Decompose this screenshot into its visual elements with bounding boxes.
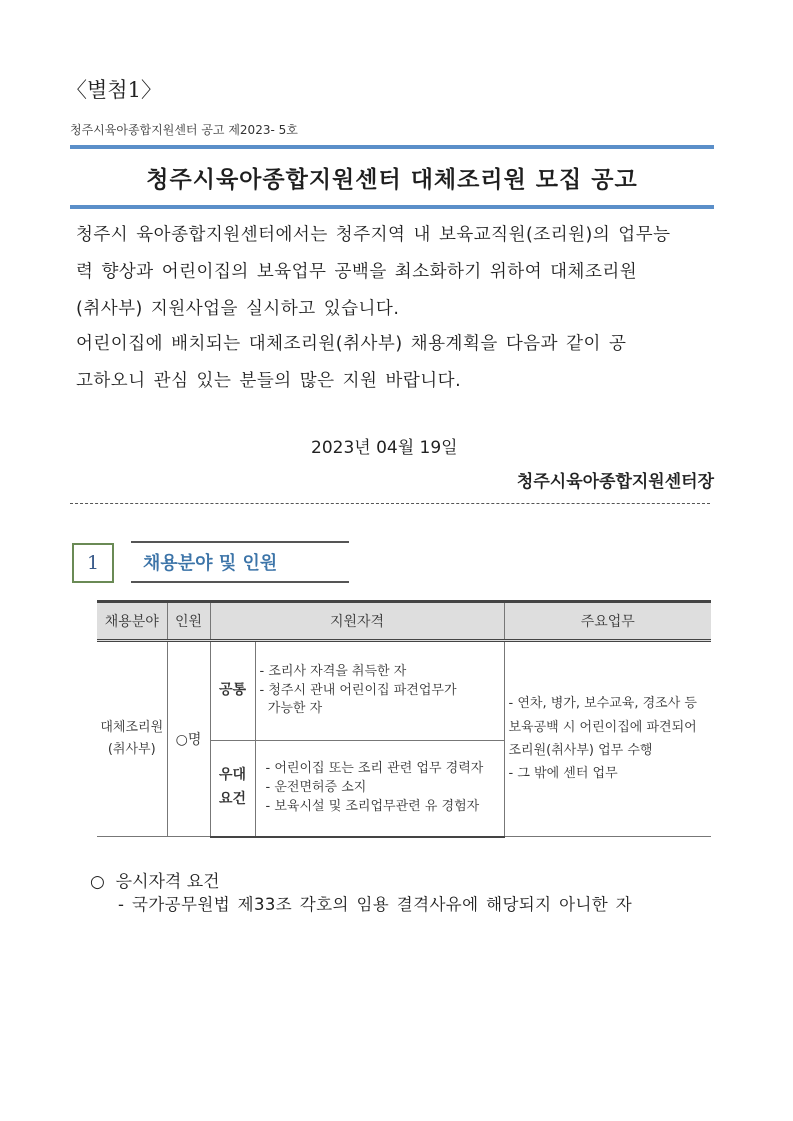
intro-line: 청주시 육아종합지원센터에서는 청주지역 내 보육교직원(조리원)의 업무능	[76, 225, 671, 245]
list-item: - 운전면허증 소지	[265, 779, 367, 795]
list-item: - 보육시설 및 조리업무관련 유 경험자	[265, 798, 480, 814]
table-row	[97, 641, 711, 741]
header-field: 채용분야	[97, 602, 167, 641]
notice-number: 청주시육아종합지원센터 공고 제2023- 5호	[70, 123, 298, 137]
list-item: - 그 밖에 센터 업무	[508, 766, 618, 782]
requirements-item: - 국가공무원법 제33조 각호의 임용 결격사유에 해당되지 아니한 자	[118, 895, 633, 914]
preferred-label	[210, 741, 255, 837]
page-title: 청주시육아종합지원센터 대체조리원 모집 공고	[70, 145, 714, 209]
intro-line: (취사부) 지원사업을 실시하고 있습니다.	[76, 299, 400, 319]
intro-line: 어린이집에 배치되는 대체조리원(취사부) 채용계획을 다음과 같이 공	[76, 334, 627, 354]
header-count: 인원	[167, 602, 210, 641]
common-label: 공통	[210, 641, 255, 741]
attachment-label: 〈별첨1〉	[66, 78, 162, 102]
requirements-heading: ○ 응시자격 요건	[90, 872, 220, 892]
recruitment-table	[97, 600, 711, 838]
section-number: 1	[72, 543, 114, 583]
section-title: 채용분야 및 인원	[131, 541, 349, 583]
preferred-label-line: 요건	[218, 791, 247, 808]
list-item: 보육공백 시 어린이집에 파견되어	[508, 719, 697, 735]
list-item: - 조리사 자격을 취득한 자	[259, 663, 407, 679]
header-duties: 주요업무	[504, 602, 711, 641]
signer: 청주시육아종합지원센터장	[516, 472, 714, 492]
list-item: - 어린이집 또는 조리 관련 업무 경력자	[265, 760, 484, 776]
intro-line: 고하오니 관심 있는 분들의 많은 지원 바랍니다.	[76, 371, 462, 391]
field-name: 대체조리원	[100, 719, 164, 735]
count-cell: ○명	[167, 641, 210, 837]
dashed-divider	[70, 503, 710, 504]
list-item: - 연차, 병가, 보수교육, 경조사 등	[508, 696, 697, 712]
list-item: 조리원(취사부) 업무 수행	[508, 743, 653, 758]
table-header-row	[97, 602, 711, 641]
list-item: - 청주시 관내 어린이집 파견업무가	[259, 682, 457, 698]
field-cell	[97, 641, 167, 837]
notice-date: 2023년 04월 19일	[311, 438, 458, 458]
intro-line: 력 향상과 어린이집의 보육업무 공백을 최소화하기 위하여 대체조리원	[76, 262, 638, 282]
list-item: 가능한 자	[259, 701, 323, 717]
common-items	[255, 641, 504, 741]
header-qualification: 지원자격	[210, 602, 504, 641]
preferred-label-line: 우대	[218, 767, 247, 784]
duties-cell	[504, 641, 711, 837]
preferred-items	[255, 741, 504, 837]
field-subname: (취사부)	[107, 742, 156, 757]
